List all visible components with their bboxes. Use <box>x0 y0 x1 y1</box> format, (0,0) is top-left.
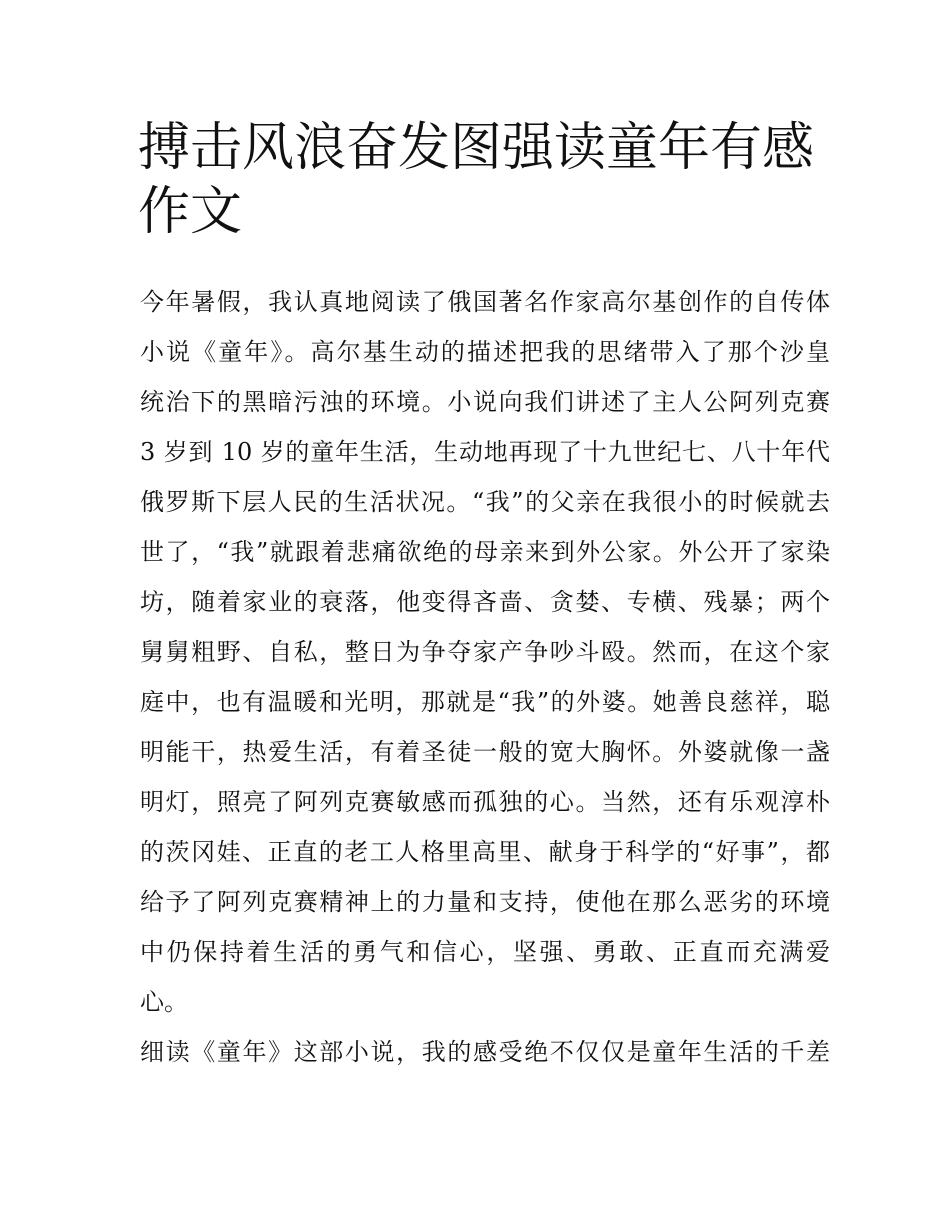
paragraph-line: 舅舅粗野、自私，整日为争夺家产争吵斗殴。然而，在这个家 <box>140 638 830 666</box>
paragraph-line: 坊，随着家业的衰落，他变得吝啬、贪婪、专横、残暴；两个 <box>140 588 830 616</box>
paragraph-line: 统治下的黑暗污浊的环境。小说向我们讲述了主人公阿列克赛 <box>140 388 830 416</box>
paragraph-line: 明能干，热爱生活，有着圣徒一般的宽大胸怀。外婆就像一盏 <box>140 738 830 766</box>
paragraph-line: 明灯，照亮了阿列克赛敏感而孤独的心。当然，还有乐观淳朴 <box>140 788 830 816</box>
paragraph-line: 细读《童年》这部小说，我的感受绝不仅仅是童年生活的千差 <box>140 1038 830 1066</box>
paragraph-line: 3 岁到 10 岁的童年生活，生动地再现了十九世纪七、八十年代 <box>140 438 830 466</box>
paragraph-line: 俄罗斯下层人民的生活状况。“我”的父亲在我很小的时候就去 <box>140 488 830 516</box>
document-title <box>138 116 828 244</box>
paragraph-line: 的茨冈娃、正直的老工人格里高里、献身于科学的“好事”，都 <box>140 838 830 866</box>
paragraph-line: 给予了阿列克赛精神上的力量和支持，使他在那么恶劣的环境 <box>140 888 830 916</box>
title-line-1: 搏击风浪奋发图强读童年有感 <box>138 118 815 178</box>
paragraph-line: 今年暑假，我认真地阅读了俄国著名作家高尔基创作的自传体 <box>140 288 830 316</box>
paragraph-line: 中仍保持着生活的勇气和信心，坚强、勇敢、正直而充满爱 <box>140 938 830 966</box>
paragraph-line: 小说《童年》。高尔基生动的描述把我的思绪带入了那个沙皇 <box>140 338 830 366</box>
title-line-2: 作文 <box>138 182 243 242</box>
paragraph-line: 世了，“我”就跟着悲痛欲绝的母亲来到外公家。外公开了家染 <box>140 538 830 566</box>
paragraph-line: 心。 <box>140 988 188 1016</box>
paragraph-line: 庭中，也有温暖和光明，那就是“我”的外婆。她善良慈祥，聪 <box>140 688 830 716</box>
